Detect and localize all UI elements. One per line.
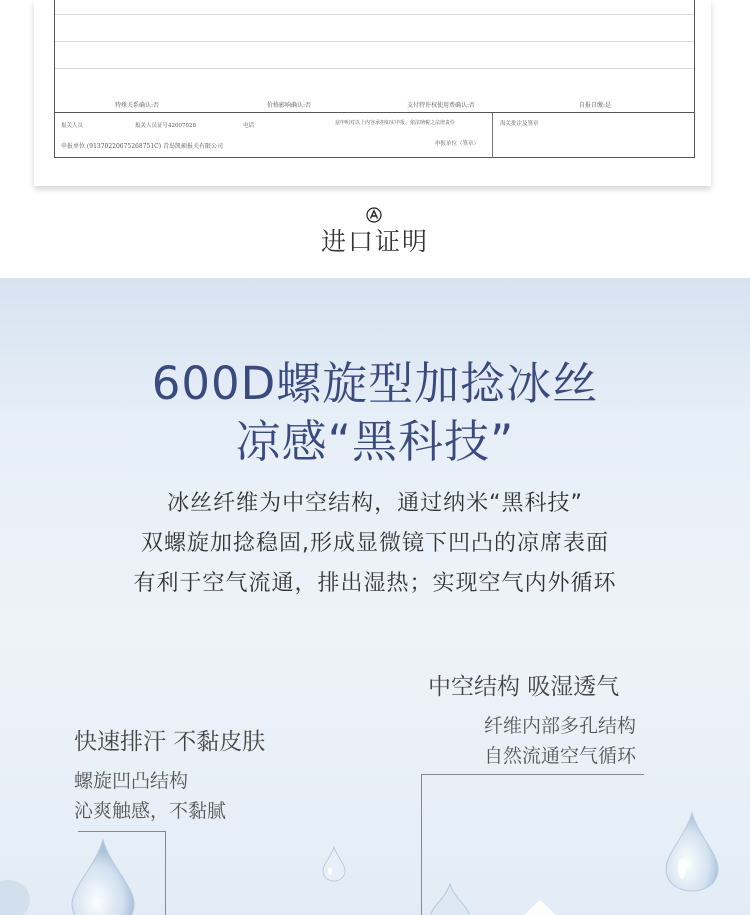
document-table <box>54 0 695 158</box>
hollow-structure-title: 中空结构 吸湿透气 <box>428 674 620 700</box>
table-rule <box>55 41 694 42</box>
feature-headline-line1: 600D螺旋型加捻冰丝 <box>151 357 599 410</box>
water-drop-icon <box>664 811 720 893</box>
water-drop-icon <box>322 846 346 882</box>
import-certificate-caption: 进口证明 <box>320 227 429 256</box>
callout-line-left <box>78 831 166 915</box>
confirm-special-relation: 特殊关系确认:否 <box>115 102 160 109</box>
feature-description-line3: 有利于空气流通，排出湿热；实现空气内外循环 <box>133 571 617 596</box>
feature-headline-line2: 凉感“黑科技” <box>235 415 515 468</box>
hollow-structure-sub1: 纤维内部多孔结构 <box>484 715 637 737</box>
feature-description-line2: 双螺旋加捻稳固,形成显微镜下凹凸的凉席表面 <box>141 531 609 556</box>
declaring-unit: 申报单位 (91370220675268751C) 青岛凯硕报关有限公司 <box>61 143 223 150</box>
document-footer <box>55 112 694 158</box>
quick-sweat-sub1: 螺旋凹凸结构 <box>74 770 189 792</box>
confirm-royalty: 支付特许权使用费确认:否 <box>407 102 476 109</box>
callout-line-right <box>421 774 644 915</box>
footer-divider <box>492 113 493 158</box>
legal-statement: 兹申明对以上内容承担如实申报、依法纳税之法律责任 <box>335 120 456 126</box>
brand-logo-icon <box>366 207 382 223</box>
confirmation-row <box>55 96 694 112</box>
declarant-cert: 报关人员证号42007028 <box>135 123 196 129</box>
confirm-price-impact: 价格影响确认:否 <box>267 102 312 109</box>
hollow-structure-sub2: 自然流通空气循环 <box>484 745 637 767</box>
phone-label: 电话 <box>243 123 255 129</box>
table-rule <box>55 14 694 15</box>
quick-sweat-sub2: 沁爽触感，不黏腻 <box>74 800 227 822</box>
declarant-label: 报关人员 <box>61 123 84 129</box>
quick-sweat-title: 快速排汗 不黏皮肤 <box>74 729 266 755</box>
table-rule <box>55 68 694 69</box>
ice-silk-feature-section <box>0 278 750 915</box>
import-certificate-section <box>0 0 750 278</box>
unit-seal: 申报单位（签章） <box>435 141 480 147</box>
confirm-self-report: 自报自缴:是 <box>579 102 612 109</box>
water-drop-icon <box>0 868 40 915</box>
customs-note: 海关批注及签章 <box>500 121 539 127</box>
feature-description-line1: 冰丝纤维为中空结构，通过纳米“黑科技” <box>167 491 583 516</box>
customs-declaration-document <box>34 0 711 186</box>
